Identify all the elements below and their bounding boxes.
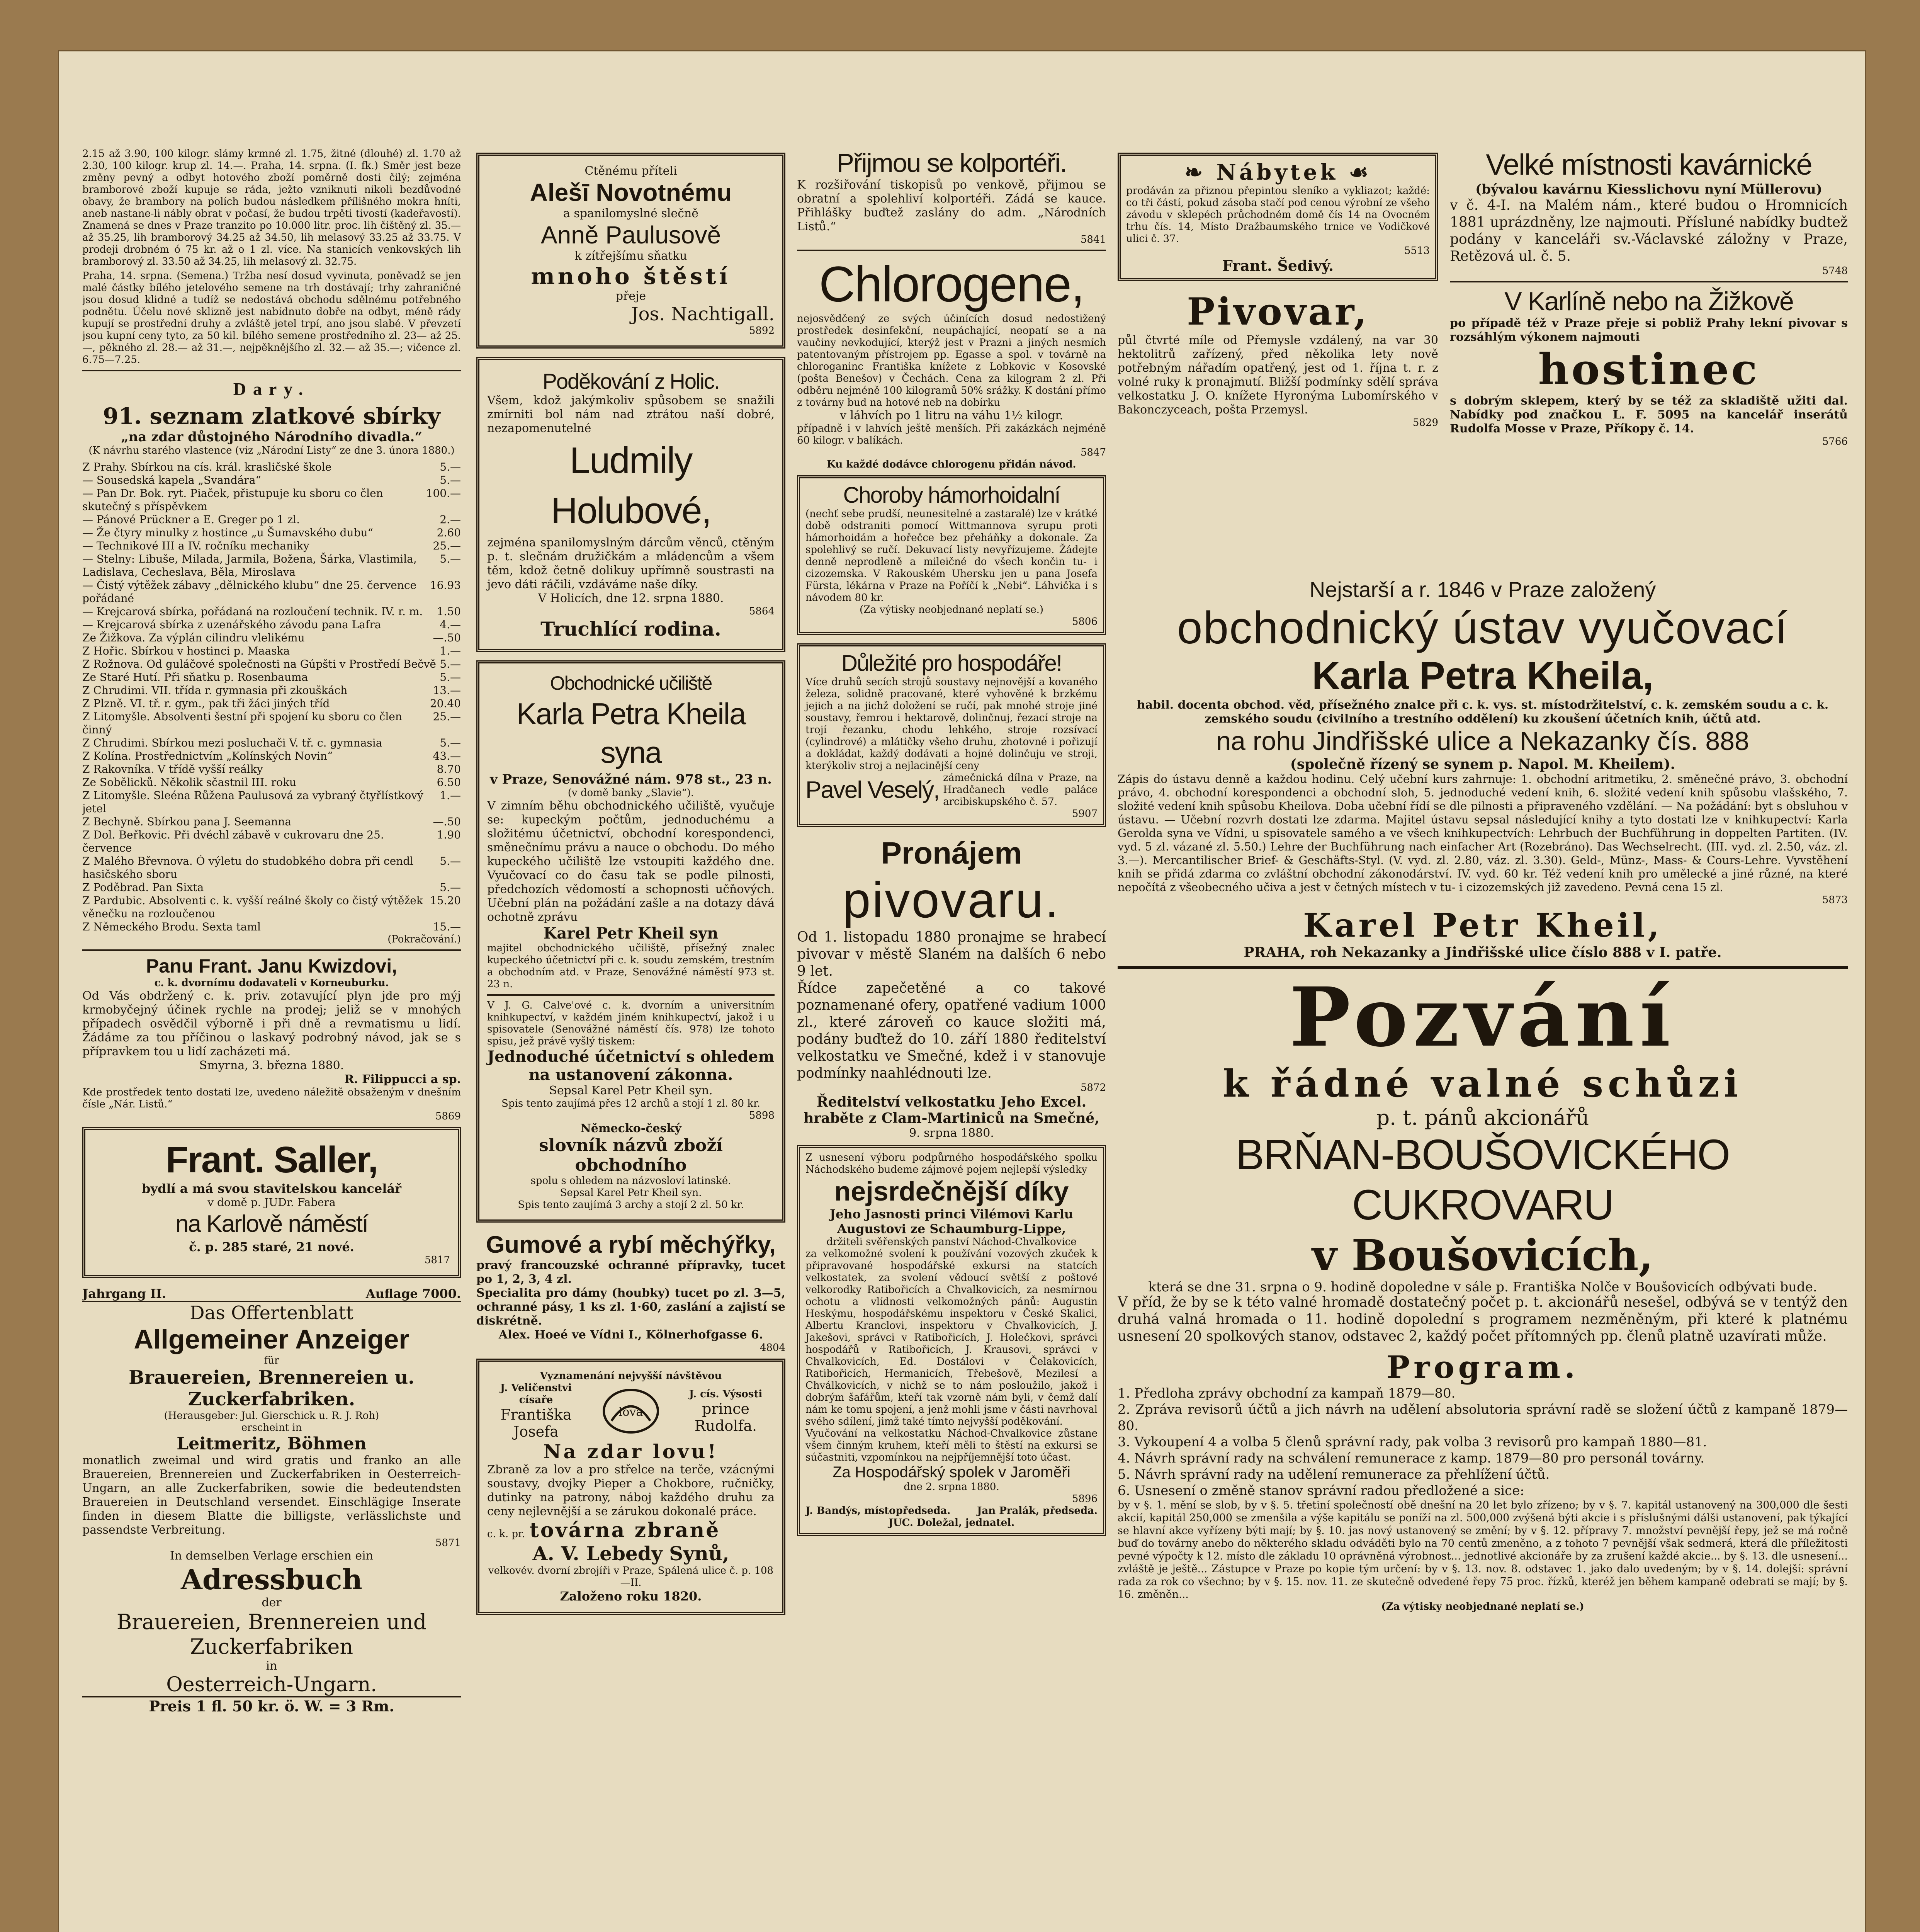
- program-item: 4. Návrh správní rady na schválení remunerace z kamp. 1879—80 pro personál továrny.: [1118, 1451, 1704, 1466]
- auflage: Auflage 7000.: [365, 1286, 461, 1301]
- lov-text: Zbraně za lov a pro střelce na terče, vzácnými soustavy, dvojky Pieper a Chokbore, ručničky, dutinky na patrony, náboj každého druhu za ceny nejlevnější a se zárukou dokonalé práce.: [487, 1463, 775, 1518]
- zalozeno: Založeno roku 1820.: [560, 1589, 702, 1604]
- reditelstvi-date: 9. srpna 1880.: [909, 1126, 994, 1140]
- jahrgang: Jahrgang II.: [82, 1286, 166, 1301]
- pronajem-text: Od 1. listopadu 1880 pronajme se hrabecí pivovar v městě Slaném na dalších 6 nebo 9 let.: [797, 929, 1106, 979]
- chlorogene-text: nejosvědčený ze svých účinících dosud nedostižený prostředek desinfekční, neupáchající, neopatí se a na vaučiny nevkodující, kterýž jest v Prazni a jiných nesmích patentovaným přístrojem pp. Egasse a spol. v továrně na chloroganinc Františka knížete z Lobkovic v Kosovské (pošta Benešov) v Čechách. Cena za kilogram 2 zl. Při odběru nejméně 100 kilogramů 50% srážky. K dostání přímo z továrny bud na hotové neb na dobírku: [797, 313, 1106, 408]
- ck-pr: c. k. pr.: [487, 1528, 525, 1540]
- nabytek-title: [1126, 160, 1430, 185]
- alex: Alex. Hoeé ve Vídni I., Kölnerhofgasse 6.: [498, 1328, 763, 1342]
- sepsal: Sepsal Karel Petr Kheil syn.: [549, 1084, 713, 1097]
- donation-amount: 5.—: [440, 461, 461, 473]
- donation-amount: 5.—: [440, 671, 461, 684]
- nejsrdecnejsi: nejsrdečnější díky: [834, 1176, 1069, 1206]
- slovnik-cena: Spis tento zaujímá 3 archy a stojí 2 zl. 50 kr.: [518, 1199, 744, 1211]
- donation-text: — Krejcarová sbírka, pořádaná na rozloučení technik. IV. r. m.: [82, 605, 423, 618]
- uciliste-bank: (v domě banky „Slavie“).: [568, 787, 694, 799]
- offerten-label: Das Offertenblatt: [190, 1302, 353, 1324]
- pronajem-text2: Řídce zapečetěné a co takové poznamenané ofery, opatřené vadium 1000 zl., které zároveň co kauce složiti má, podány buďtež do 10. září 1880 ředitelství velkostatku ve Smečné, kdež i v stanovuje podmínky naahlédnouti lze.: [797, 980, 1106, 1081]
- donation-text: Z Rožnova. Od guláčové společnosti na Gúpšti v Prostředí Bečvě: [82, 658, 436, 670]
- brauereien-title: Brauereien, Brennereien u. Zuckerfabriken.: [129, 1367, 415, 1410]
- ctenemu: Ctěnému příteli: [584, 164, 677, 178]
- donation-row: [82, 815, 461, 828]
- ad-number: 4804: [760, 1342, 785, 1354]
- donation-text: Z Pardubic. Absolventi c. k. vyšší reálné školy co čistý výtěžek věnečku na rozloučenou: [82, 894, 423, 920]
- uciliste-text: V zimním běhu obchodnického učiliště, vyučuje se: kupeckým počtům, jednoduchému a složitému účetnictví, obchodní korespondenci, směnečnímu právu a nauce o obchodu. Do mého kupeckého učiliště lze vstoupiti každého dne. Vyučovací co do času tak se podle pilnosti, předchozích vědomostí a schopnosti učňových. Učební plán na požádání zašle a na dotazy dává ochotně zprávu: [487, 799, 775, 924]
- donation-amount: 6.50: [437, 776, 461, 789]
- prince: prince Rudolfa.: [694, 1400, 757, 1434]
- bandys: J. Bandýs, místopředseda.: [805, 1505, 951, 1517]
- column-4: [1118, 148, 1438, 573]
- jaromer-ad: [797, 1145, 1106, 1536]
- donation-amount: —.50: [433, 631, 461, 644]
- donation-list: [82, 461, 461, 934]
- nazdar: Na zdar lovu!: [543, 1440, 719, 1463]
- uciliste-name: Karla Petra Kheila syna: [516, 697, 746, 769]
- donation-amount: 25.—: [433, 710, 461, 723]
- k-zitr: k zítřejšímu sňatku: [574, 249, 687, 263]
- donation-row: [82, 487, 461, 513]
- frantiska: Františka Josefa: [500, 1406, 572, 1440]
- vilem-text: za velkomožné svolení k používání vozových zkuček k připravované hospodářské exkursi na statcích velkostatek, za svolení vědoucí světší z poštové velkorodky Ratibořicích a Chvalkovicích, za nesmírnou ochotu a vlídnosti velkomožných pánů: Augustin Heskýmu, hospodářskému inspektoru v České Skalici, Albertu Kranclovi, inspektoru v Chvalkovicích, J. Jakešovi, správci v Ratibořicích, J. Holečkovi, správci hospodářů v Ratibořicích, J. Krausovi, správci v Chvalkovicích, Ed. Dostálovi v Čelakovicích, Ratibořicích, Hermanicích, Třebešově, Mezilesí a Chválkovicích, v nichž se to nám posloužilo, jakož i dobrým šafářům, kteří tak vzorně nám byli, v čemž dalí nám ke tomu spojení, a jenž mohli jsme v části navrhoval svého sdílení, jimž také tímto nejvyšší poděkování.: [805, 1248, 1098, 1427]
- adressbuch-items: Brauereien, Brennereien und Zuckerfabriken: [116, 1610, 427, 1659]
- holic-ad: [476, 357, 785, 652]
- donation-amount: 20.40: [430, 697, 461, 710]
- ad-number: 5907: [1072, 808, 1098, 820]
- fur-label: für: [264, 1355, 279, 1366]
- drzitel: držiteli svěřenských panství Náchod-Chvalkovice: [826, 1236, 1077, 1248]
- nejstarsi: Nejstarší a r. 1846 v Praze založený: [1309, 577, 1656, 602]
- dulezite-title: Důležité pro hospodáře!: [841, 651, 1062, 676]
- lebedy: A. V. Lebedy Synů,: [532, 1542, 729, 1565]
- holic-text: Všem, kdož jakýmkoliv spůsobem se snažili zmírniti bol nám nad ztrátou naší dobré, nezapomenutelné: [487, 394, 775, 435]
- divider: [82, 949, 461, 951]
- donation-text: Z Litomyšle. Sleéna Růžena Paulusová za vybraný čtyřlístkový jetel: [82, 789, 423, 815]
- donation-row: [82, 920, 461, 934]
- donation-text: Z Německého Brodu. Sexta taml: [82, 920, 261, 933]
- kwizda-subtitle: c. k. dvornímu dodavateli v Korneuburku.: [154, 977, 389, 989]
- donation-amount: 1.—: [440, 645, 461, 657]
- na-rohu: na rohu Jindřišské ulice a Nekazanky čís. 888: [1216, 726, 1749, 756]
- adressbuch-price: Preis 1 fl. 50 kr. ö. W. = 3 Rm.: [149, 1697, 394, 1715]
- donation-amount: 13.—: [433, 684, 461, 697]
- newspaper-page: [58, 50, 1866, 1932]
- velke-sub: (bývalou kavárnu Kiesslichovu nyní Müllerovu): [1475, 182, 1822, 197]
- seed-report: Praha, 14. srpna. (Semena.) Tržba nesí dosud vyvinuta, poněvadž se jen malé částky bílého jetelového semene na trh dostávají; trhy zahraničné jsou dosud klidné a tudíž se nedostává obchodu sdělnému potřebného podnětu. Účelu nové sklizně jest nabídnuto dobře na odbyt, méně rády kupují se prostřední druhy a zvláště jetel trpí, ano jsou slabé. V převzetí jsou kupní ceny tyto, za 50 kil. bílého semene prostředního zl. 23— až 25.—, pěkného zl. 28.— až 31.—, nejpěknějšího zl. 32.— až 35.—; vičence zl. 6.75—7.25.: [82, 270, 461, 366]
- donation-row: [82, 645, 461, 658]
- sedivy: Frant. Šedivý.: [1222, 257, 1334, 274]
- nemecko: Německo-český: [580, 1122, 681, 1135]
- donation-amount: 2.60: [437, 526, 461, 539]
- dolezal: JUC. Doležal, jednatel.: [888, 1517, 1015, 1529]
- ad-number: 5513: [1404, 245, 1430, 257]
- sbirka-title: 91. seznam zlatkové sbírky: [103, 403, 440, 429]
- pivovaru-title: pivovaru.: [843, 872, 1060, 928]
- donation-amount: 25.—: [433, 539, 461, 552]
- lova-label: lova: [618, 1405, 643, 1419]
- donation-row: [82, 553, 461, 579]
- velicenstvi: J. Veličenstvi císaře: [500, 1382, 572, 1406]
- donation-amount: 4.—: [440, 618, 461, 631]
- divider: [82, 370, 461, 371]
- signatures: [805, 1505, 1098, 1517]
- donation-text: Z Litomyšle. Absolventi šestní při spojení ku sboru co člen činný: [82, 710, 402, 736]
- donation-row: [82, 605, 461, 618]
- choroby-note: (Za výtisky neobjednané neplatí se.): [859, 604, 1044, 616]
- za-hosp: Za Hospodářský spolek v Jaroměři: [833, 1464, 1070, 1481]
- v-lahvich2: případně i v lahvích ještě menších. Při zakázkách nejméně 60 kilogr. v balíkách.: [797, 423, 1106, 446]
- hunting-crest-icon: [600, 1384, 662, 1438]
- leitmeritz: Leitmeritz, Böhmen: [177, 1434, 367, 1454]
- ktera-se: která se dne 31. srpna o 9. hodině dopoledne v sále p. Františka Nolče v Boušovicích odbývati bude.: [1148, 1279, 1817, 1295]
- tovarna: továrna zbraně: [529, 1519, 720, 1542]
- usneseni: Z usnesení výboru podpůrného hospodářského spolku Náchodského budeme zájmové pojem nejlepší výsledky: [805, 1152, 1098, 1175]
- k-radne: k řádné valné schůzi: [1223, 1062, 1743, 1105]
- donation-amount: 43.—: [433, 750, 461, 762]
- donation-amount: 15.—: [433, 920, 461, 933]
- donation-text: Z Dol. Beřkovic. Při dvéchl zábavě v cukrovaru dne 25. července: [82, 828, 384, 854]
- karla-title: Karla Petra Kheila,: [1312, 654, 1653, 697]
- jednoduche: Jednoduché účetnictví s ohledem na ustanovení zákonna.: [487, 1048, 775, 1084]
- donation-text: Z Plzně. VI. tř. r. gym., pak tři žáci jiných tříd: [82, 697, 330, 710]
- donation-row: [82, 658, 461, 671]
- donation-text: Ze Staré Hutí. Při sňatku p. Rosenbauma: [82, 671, 308, 684]
- donation-row: [82, 539, 461, 553]
- holic-title: Poděkování z Holic.: [542, 369, 719, 393]
- donation-text: — Čistý výtěžek zábavy „dělnického klubu“ dne 25. července pořádané: [82, 579, 417, 605]
- donation-amount: 5.—: [440, 658, 461, 670]
- karel-petr-kheil: Karel Petr Kheil,: [1303, 906, 1662, 944]
- donation-amount: 100.—: [426, 487, 461, 500]
- saller-place: na Karlově náměstí: [175, 1211, 368, 1237]
- pozvani-text: V příd, že by se k této valné hromadě dostatečný počet p. t. akcionářů nesešel, odbývá se v tentýž den druhá valná hromada o 11. hodině dopolední s programem nezměněným, při které k platnému usnesení 20 spolkových stanov, odstavec 2, každý počet přítomných pp. členů platně uzavírati může.: [1118, 1294, 1848, 1344]
- in-label: in: [266, 1659, 277, 1673]
- hosp-date: dne 2. srpna 1880.: [904, 1481, 999, 1493]
- mnoho-stesti: mnoho štěstí: [531, 263, 731, 289]
- donation-text: Ze Žižkova. Za výplán cilindru vlelikému: [82, 631, 305, 644]
- ad-number: 5871: [435, 1537, 461, 1549]
- pivovar-title: Pivovar,: [1187, 290, 1369, 333]
- cena: Spis tento zaujímá přes 12 archů a stojí 1 zl. 80 kr.: [501, 1098, 760, 1109]
- donation-amount: 5.—: [440, 881, 461, 894]
- donation-row: [82, 710, 461, 736]
- ad-number: 5896: [1072, 1493, 1098, 1505]
- pozvani-title: Pozvání: [1289, 969, 1676, 1065]
- v-bousovicich: v Boušovicích,: [1312, 1230, 1653, 1280]
- uciliste-head: Obchodnické učiliště: [550, 672, 712, 694]
- donation-text: — Pánové Prückner a E. Greger po 1 zl.: [82, 513, 300, 526]
- donation-row: [82, 526, 461, 539]
- donation-amount: 5.—: [440, 474, 461, 486]
- ustav-text: Zápis do ústavu denně a každou hodinu. Celý učební kurs zahrnuje: 1. obchodní aritmetiku, 2. směnečné právo, 3. obchodní právo, 4. obchodní korespondenci a obchodní sloh, 5. jednoduché vedení knih, 6. složité vedení knih spůsobu vlašského, 7. složité vedení knih spůsobu Kheilova. Doba učební řídí se dle pilnosti a připraveného vzdělání. — Na požádání: byt s obsluhou v ústavu. — Učební rozvrh dostati lze zdarma. Majitel ústavu sepsal následující knihy a tyto dostati lze v knihkupectví: Karla Gerolda syna ve Vídni, u spisovatele samého a ve všech knihkupectvích: Lehrbuch der Buchführung in doppelten Partiten. (IV. vyd. 5 zl. vázané zl. 5.50.) Lehre der Buchführung nach einfacher Art (Rozebráno). Das Wechselrecht. (III. vyd. zl. 2.50, váz. zl. 3.—). Mercantilischer Brief- & Geschäfts-Styl. (V. vyd. zl. 2.80, váz. zl. 3.30). Geld-, Münz-, Mass- & Cours-Lehre. Vyvstěhení knih se přidá zdarma co zvláštní obchodní zákonodárství. IV. vyd. 60 kr. Též vedení knih pro umělecké a jiné různé, na které nepočítá z všeobecného učiva a jest v četných místech v tu- i cizozemských již zavedeno. Pevná cena 15 zl.: [1118, 772, 1848, 894]
- choroby-text: (nechť sebe prudší, neunesitelné a zastaralé) lze v krátké době odstraniti pomocí Wittmannova syrupu proti hámorhoidám a hořečce bez přeháňky a dokonale. Za spolehlivý se ručí. Dekuvací listy nevyřízujeme. Žádejte denně neprodleně a mileičné do všech končin tu- i cizozemska. V Rakouském Uhersku jen u pana Josefa Fürsta, lékárna v Praze na Poříčí k „Nebi“. Láhvička i s návodem 80 kr.: [805, 508, 1098, 604]
- sbirka-note: (K návrhu starého vlastence (viz „Národní Listy“ ze dne 3. února 1880.): [88, 445, 455, 456]
- donation-text: — Sousedská kapela „Svandára“: [82, 474, 261, 486]
- nabytek-text: prodáván za přiznou přepintou sleníko a vykliazot; každé: co tři částí, pokud zásoba stačí pod cenou výrobní ze všeho závodu v sklepéch průchodném domě čís 14 na Ovocném trhu čís. 14, Místo Dražbaumského trnice ve Vodičkové ulici č. 37.: [1126, 185, 1430, 245]
- pivovar-text: půl čtvrté míle od Přemysle vzdálený, na var 30 hektolitrů zařízený, před několika lety nově potřebným nářadím opatřený, jest od 1. října t. r. z volné ruky k pronajmutí. Bližší podmínky sdělí správa velkostatku J. O. knížete Hyronýma Lubomírského v Bakonczyceach, pošta Przemysl.: [1118, 333, 1438, 417]
- donation-amount: 1.90: [437, 828, 461, 841]
- herausgeber: (Herausgeber: Jul. Gierschick u. R. J. Roh): [164, 1410, 379, 1422]
- ad-number: 5766: [1822, 436, 1848, 447]
- pavel-row: [805, 772, 1098, 808]
- donation-row: [82, 750, 461, 763]
- reditelstvi: Ředitelství velkostatku Jeho Excel. hraběte z Clam-Martiniců na Smečné,: [804, 1094, 1099, 1126]
- donations-footer: (Pokračování.): [387, 934, 461, 945]
- saller-name: Frant. Saller,: [165, 1139, 378, 1180]
- ornament-icon: ❧: [1184, 160, 1217, 185]
- donation-text: — Stelny: Libuše, Milada, Jarmila, Božena, Šárka, Vlastimila, Ladislava, Cecheslava, Běla, Miroslava: [82, 553, 417, 578]
- spolecne: (společně řízený se synem p. Napol. M. Kheilem).: [1290, 756, 1675, 772]
- donation-row: [82, 684, 461, 697]
- donation-row: [82, 461, 461, 474]
- kwizda-note: Kde prostředek tento dostati lze, uvedeno náležitě obsaženým v dnešním čísle „Nár. Listů.“: [82, 1087, 461, 1110]
- program-list: [1118, 1385, 1848, 1499]
- navod: Ku každé dodávce chlorogenu přidán návod.: [827, 459, 1076, 470]
- anne-name: Anně Paulusově: [540, 221, 721, 249]
- alesi-name: Alešī Novotnému: [530, 179, 732, 206]
- karline-title: V Karlíně nebo na Žižkově: [1504, 287, 1793, 316]
- donation-amount: 5.—: [440, 736, 461, 749]
- pavel-addr: zámečnická dílna v Praze, na Hradčanech vedle paláce arcibiskupského č. 57.: [943, 772, 1098, 808]
- donation-row: [82, 855, 461, 881]
- kwizda-title: Panu Frant. Janu Kwizdovi,: [146, 955, 398, 977]
- nachtigall: Jos. Nachtigall.: [631, 303, 775, 325]
- kheil-syn: Karel Petr Kheil syn: [543, 924, 719, 942]
- wedding-ad: [476, 153, 785, 349]
- donation-row: [82, 579, 461, 605]
- brnan-title: BRŇAN-BOUŠOVICKÉHO CUKROVARU: [1235, 1131, 1730, 1229]
- market-report: 2.15 až 3.90, 100 kilogr. slámy krmné zl. 1.75, žitné (dlouhé) zl. 1.70 až 2.30, 100 kilogr. krup zl. 14.—. Praha, 14. srpna. (I. fk.) Směr jest beze změny pevný a odbyt hotového zboží poměrně dosti čilý; zejména bramborové zboží kupuje se ráda, ježto vzniknuti nikoli bezdůvodné obavy, že brambory na polích budou následkem přílišného mokra hníti, aneb nastane-li nábly obrat v počasí, že budou trpěti tivostí (kadeřavostí). Znamená se dnes v Praze tranzito po 10.000 litr. proc. lih čištěný zl. 35.— až 35.25, lih bramborový 34.25 až 34.50, lih melasový 33.25 až 33.75. V prodeji drobném ó 75 kr. až o 1 zl. více. Na stanicích venkovských lih bramborový zl. 33.50 až 34.25, lih melasový zl. 32.75.: [82, 148, 461, 267]
- donation-text: Ze Sobělicků. Několik sčastnil III. roku: [82, 776, 296, 789]
- ad-number: 5873: [1822, 894, 1848, 906]
- der-label: der: [262, 1596, 282, 1609]
- saller-address: č. p. 285 staré, 21 nové.: [189, 1240, 354, 1254]
- hostinec-text: s dobrým sklepem, který by se též za skladiště užiti dal. Nabídky pod značkou L. F. 5095 na kancelář inserátů Rudolfa Mosse v Praze, Příkopy č. 14.: [1450, 394, 1848, 435]
- program-item: 3. Vykoupení 4 a volba 5 členů správní rady, pak volba 3 revisorů pro kampaň 1880—81.: [1118, 1434, 1707, 1450]
- column-5: [1450, 148, 1848, 573]
- vilem-text2: Vyučování na velkostatku Náchod-Chvalkovice zůstane všem činným kruhem, kteří měli to štěstí na exkursi se súčastniti, vzpomínkou na nejpříjemnější toto účast.: [805, 1428, 1098, 1463]
- donation-text: Z Bechyně. Sbírkou pana J. Seemanna: [82, 815, 292, 828]
- divider: [487, 994, 775, 996]
- donation-text: Z Rakovníka. V třídě vyšší reálky: [82, 763, 263, 776]
- lebeda-ad: [476, 1359, 785, 1615]
- donation-text: — Technikové III a IV. ročníku mechaniky: [82, 539, 309, 552]
- uciliste-ad: [476, 660, 785, 1223]
- lebedy-addr: velkovév. dvorní zbrojíři v Praze, Spálená ulice č. p. 108—II.: [488, 1565, 774, 1588]
- donation-text: — Že čtyry minulky z hostince „u Šumavského dubu“: [82, 526, 373, 539]
- slovnik: slovník názvů zboží obchodního: [539, 1136, 723, 1175]
- donation-text: Z Hořic. Sbírkou v hostinci p. Maaska: [82, 645, 290, 657]
- choroby-title: Choroby hámorhoidalní: [843, 483, 1060, 508]
- velke-title: Velké místnosti kavárnické: [1486, 148, 1812, 181]
- velke-text: v č. 4-I. na Malém nám., které budou o Hromnicích 1881 uprázdněny, lze najmouti. Přísluné nabídky budtež podány v kanceláři sv.-Václavské záložny v Praze, Retězová ul. č. 5.: [1450, 197, 1848, 264]
- oesterreich-label: Oesterreich-Ungarn.: [82, 1673, 461, 1697]
- slovnik-sepsal: Sepsal Karel Petr Kheil syn.: [560, 1187, 702, 1199]
- donation-row: [82, 671, 461, 684]
- gumove-text: pravý francouzské ochranné přípravky, tucet po 1, 2, 3, 4 zl.: [476, 1259, 785, 1286]
- donation-row: [82, 894, 461, 920]
- holic-text2: zejména spanilomyslným dárcům věnců, ctěným p. t. slečnám družičkám a mládencům a všem těm, kdož četně dolikuy upřímně soustrasti na jevo dáti ráčili, vzdáváme naše díky.: [487, 536, 775, 591]
- pralik: Jan Pralák, předseda.: [977, 1505, 1098, 1517]
- program-item: 1. Předloha zprávy obchodní za kampaň 1879—80.: [1118, 1386, 1456, 1401]
- donation-text: Z Kolína. Prostřednictvím „Kolínských Novin“: [82, 750, 333, 762]
- divider: [1118, 966, 1848, 969]
- donation-row: [82, 697, 461, 710]
- obchodnicky-title: obchodnický ústav vyučovací: [1177, 602, 1789, 653]
- vyznamenani: Vyznamenání nejvyšší návštěvou: [540, 1370, 722, 1382]
- donation-row: [82, 618, 461, 631]
- prijmou-title: Přijmou se kolportéři.: [836, 148, 1067, 178]
- saller-ad: [82, 1127, 461, 1278]
- vysosti: J. cís. Výsosti: [689, 1388, 763, 1400]
- program-title: Program.: [1386, 1349, 1579, 1385]
- lebeda-right: [677, 1388, 775, 1434]
- donation-row: [82, 474, 461, 487]
- v-lahvich: v láhvích po 1 litru na váhu 1½ kilogr.: [839, 409, 1064, 422]
- sbirka-subtitle: „na zdar důstojného Národního divadla.“: [121, 429, 422, 445]
- lebeda-left: [487, 1382, 585, 1440]
- donation-row: [82, 513, 461, 526]
- divider: [1450, 281, 1848, 282]
- anzeiger-header: [82, 1286, 461, 1302]
- anzeiger-title: Allgemeiner Anzeiger: [134, 1324, 409, 1354]
- donation-row: [82, 828, 461, 855]
- donation-row: [82, 631, 461, 645]
- anzeiger-text: monatlich zweimal und wird gratis und franko an alle Brauereien, Brennereien und Zuckerfabriken in Oesterreich-Ungarn, an alle Zuckerfabriken, sowie die bedeutendsten Brauereien in Deutschland versendet. Einschlägige Inserate finden in diesem Blatte die billigste, verlässlichste und passendste Verbreitung.: [82, 1454, 461, 1537]
- ad-number: 5829: [1412, 417, 1438, 429]
- program-item: 5. Návrh správní rady na udělení remunerace za přehlížení účtů.: [1118, 1467, 1550, 1482]
- adressbuch-title: Adressbuch: [181, 1563, 362, 1596]
- verlage-label: In demselben Verlage erschien ein: [170, 1549, 374, 1563]
- kheil-syn-text: majitel obchodnického učiliště, přísežný znalec kupeckého účetnictví při c. k. soudu zemském, trestním a obchodním atd. v Praze, Senovážné náměstí 973 st. 23 n.: [487, 942, 775, 990]
- donation-text: — Pan Dr. Bok. ryt. Piaček, přistupuje ku sboru co člen skutečný s příspěvkem: [82, 487, 383, 513]
- ad-number: 5872: [1080, 1082, 1106, 1094]
- ornament-icon: ☙: [1338, 160, 1371, 185]
- spolu: spolu s ohledem na názvosloví latinské.: [530, 1175, 731, 1187]
- gumove-title: Gumové a rybí měchýřky,: [486, 1231, 776, 1258]
- ad-number: 5864: [749, 605, 775, 617]
- nabytek-label: Nábytek: [1216, 160, 1339, 185]
- donation-text: Z Poděbrad. Pan Sixta: [82, 881, 204, 894]
- pavel-name: Pavel Veselý,: [805, 777, 940, 803]
- donation-text: — Krejcarová sbírka z uzenářského závodu pana Lafra: [82, 618, 381, 631]
- stanovy-text: by v §. 1. mění se slob, by v §. 5. třetiní společností obě dnešní na 20 let bylo zřízeno; by v §. 7. kapitál ustanovený na 300,000 dle šesti akcií, kapitál 250,000 se zmenšila a výše kapitálu se poníží na zl. 500,000 zvýšená býti akcie i s příslušnými dálši ustanovení, pak týkající se hlavní akce vyřízeny býti mají; by §. 10. jas nový ustanovený se změní; by v §. 12. přípravy 7. množství pevnější řepy, jež se má ročně buď do továrny anebo do některého skladu odváděti bylo na 70 centů zmeněno, a z tohoto 7 pevnější však sedmerá, která dle příležitosti pevné výpočty k 12. místo dle základu 10 oprávněná výrobnost... jednotlivé akcionáře by za zrušení každé akcie... by §. 13. dle usnesení... zvláště je ještě... Zástupce v Praze po kopie tým určení: by v §. 13. nov. 8. odstavec 1. jako dalo uvedeným; by v §. 14. dolejší: správní rada za rok co všechno; by v §. 15. nov. 11. ze skutečně odvedené řepy 75 proc. řízků, kteréž jen během kampaně odebrati se mají; by §. 16. změněn...: [1118, 1499, 1848, 1600]
- donation-row: [82, 789, 461, 815]
- ad-number: 5748: [1822, 265, 1848, 277]
- ad-number: 5841: [1080, 234, 1106, 245]
- donation-amount: 5.—: [440, 855, 461, 867]
- divider: [797, 250, 1106, 251]
- prince-vilem: Jeho Jasnosti princi Vilémovi Karlu Augustovi ze Schaumburg-Lippe,: [829, 1207, 1074, 1236]
- pt-panu: p. t. pánů akcionářů: [1376, 1105, 1589, 1130]
- donation-text: Z Malého Břevnova. Ó výletu do studobkého dobra při cendl hasičského sboru: [82, 855, 414, 881]
- donation-amount: 1.—: [440, 789, 461, 802]
- saller-line1: bydlí a má svou stavitelskou kancelář: [141, 1181, 402, 1196]
- choroby-ad: [797, 475, 1106, 635]
- donation-amount: 8.70: [437, 763, 461, 776]
- truchlici: Truchlící rodina.: [540, 617, 721, 640]
- kheil-and-pozvani: [1118, 577, 1848, 1932]
- nabytek-ad: [1118, 153, 1438, 281]
- habil: habil. docenta obchod. věd, přísežného znalce při c. k. vys. st. místodržitelství, c. k. zemském soudu a c. k. zemského soudu (civilního a trestního oddělení) ku zkoušení účetních knih, účtů atd.: [1137, 698, 1829, 726]
- tovarna-row: [487, 1519, 775, 1542]
- hostinec-title: hostinec: [1538, 344, 1760, 394]
- holic-date: V Holicích, dne 12. srpna 1880.: [538, 592, 724, 605]
- erscheint-label: erscheint in: [241, 1422, 302, 1434]
- column-3: [797, 148, 1106, 1932]
- donation-amount: 1.50: [437, 605, 461, 618]
- ad-number: 5847: [1080, 447, 1106, 458]
- uciliste-addr: v Praze, Senovážné nám. 978 st., 23 n.: [490, 772, 772, 787]
- program-item: 6. Usnesení o změně stanov správní radou předložené a sice:: [1118, 1483, 1524, 1498]
- specialita: Specialita pro dámy (houbky) tucet po zl. 3—5, ochranné pásy, 1 ks zl. 1·60, zaslání a zajistí se diskrétně.: [476, 1286, 785, 1328]
- donation-amount: 15.20: [430, 894, 461, 907]
- donation-text: Z Prahy. Sbírkou na cís. král. krasličské škole: [82, 461, 332, 473]
- pronajem-title: Pronájem: [881, 836, 1022, 870]
- ad-number: 5869: [435, 1111, 461, 1122]
- galve-text: V J. G. Calve'ové c. k. dvorním a universitním knihkupectví, v každém jiném knihkupectví, jakož i u spisovatele (Senovážné náměstí čís. 978) lze tohoto spisu, jež právě vyšlý tiskem:: [487, 1000, 775, 1047]
- ad-number: 5898: [749, 1110, 775, 1121]
- dary-heading: Dary.: [233, 379, 310, 399]
- preje: přeje: [615, 289, 646, 303]
- donation-amount: —.50: [433, 815, 461, 828]
- praha-addr: PRAHA, roh Nekazanky a Jindřišské ulice číslo 888 v I. patře.: [1244, 944, 1722, 961]
- donation-text: Z Chrudimi. VII. třída r. gymnasia při zkouškách: [82, 684, 348, 697]
- prijmou-text: K rozšiřování tiskopisů po venkově, přijmou se obratní a spolehliví kolportéři. Zádá se kauce. Přihlášky buďtež zaslány do adm. „Národních Listů.“: [797, 178, 1106, 233]
- donation-text: Z Chrudimi. Sbírkou mezi posluchači V. tř. c. gymnasia: [82, 736, 382, 749]
- donation-row: [82, 881, 461, 894]
- za-vytisky: (Za výtisky neobjednané neplatí se.): [1381, 1601, 1584, 1612]
- donation-row: [82, 763, 461, 776]
- dulezite-text: Více druhů secích strojů soustavy nejnovější a kovaného železa, solidně pracované, které vyhověné k brzkému jejich a na jichž doložení se ručí, pak mnohé stroje jiné soustavy, řemrou i hektarově, dolinčnuj, řezací stroje na trojí řezanku, chodu lehkého, stroje rozsívací (cylindrové) a mlátičky všeho druhu, zhotovné i pořizují a dokládat, každý dodávati a hojné dolinčuju ve stroji, kterýkoliv stroj a nejlacinější ceny: [805, 676, 1098, 772]
- donation-row: [82, 736, 461, 750]
- karline-text: po případě též v Praze přeje si pobliž Prahy lekní pivovar s rozsáhlým výkonem najmouti: [1450, 316, 1848, 344]
- program-item: 2. Zpráva revisorů účtů a jich návrh na udělení absolutoria správní radě se složení účtů z kampaně 1879—80.: [1118, 1402, 1848, 1434]
- donation-row: [82, 776, 461, 789]
- ludmila-name: Ludmily Holubové,: [551, 440, 711, 531]
- dulezite-ad: [797, 643, 1106, 827]
- kwizda-sign: Smyrna, 3. března 1880.: [199, 1059, 344, 1072]
- kwizda-text: Od Vás obdržený c. k. priv. zotavující plyn jde pro mýj krmobyčejný účinek rychle na prodej; jeliž se v mnohých případech osvědčil výborně i při dně a revmatismu u lidí. Žádáme za tou příčinou o laskavý podrobný návod, jak se s přípravkem tou u lidí zacházeti má.: [82, 989, 461, 1058]
- chlorogene-title: Chlorogene,: [819, 256, 1084, 312]
- kwizda-firm: R. Filippucci a sp.: [344, 1073, 461, 1086]
- ad-number: 5817: [424, 1254, 450, 1266]
- donation-amount: 16.93: [430, 579, 461, 592]
- lebeda-crest-row: [487, 1382, 775, 1440]
- ad-number: 5806: [1072, 616, 1098, 628]
- a-spanil: a spanilomyslné slečně: [563, 207, 699, 220]
- donation-amount: 5.—: [440, 553, 461, 565]
- donation-amount: 2.—: [440, 513, 461, 526]
- ad-number: 5892: [749, 325, 775, 337]
- saller-line2: v domě p. JUDr. Fabera: [207, 1196, 336, 1209]
- column-2: [476, 148, 785, 1932]
- column-1: [82, 148, 461, 1932]
